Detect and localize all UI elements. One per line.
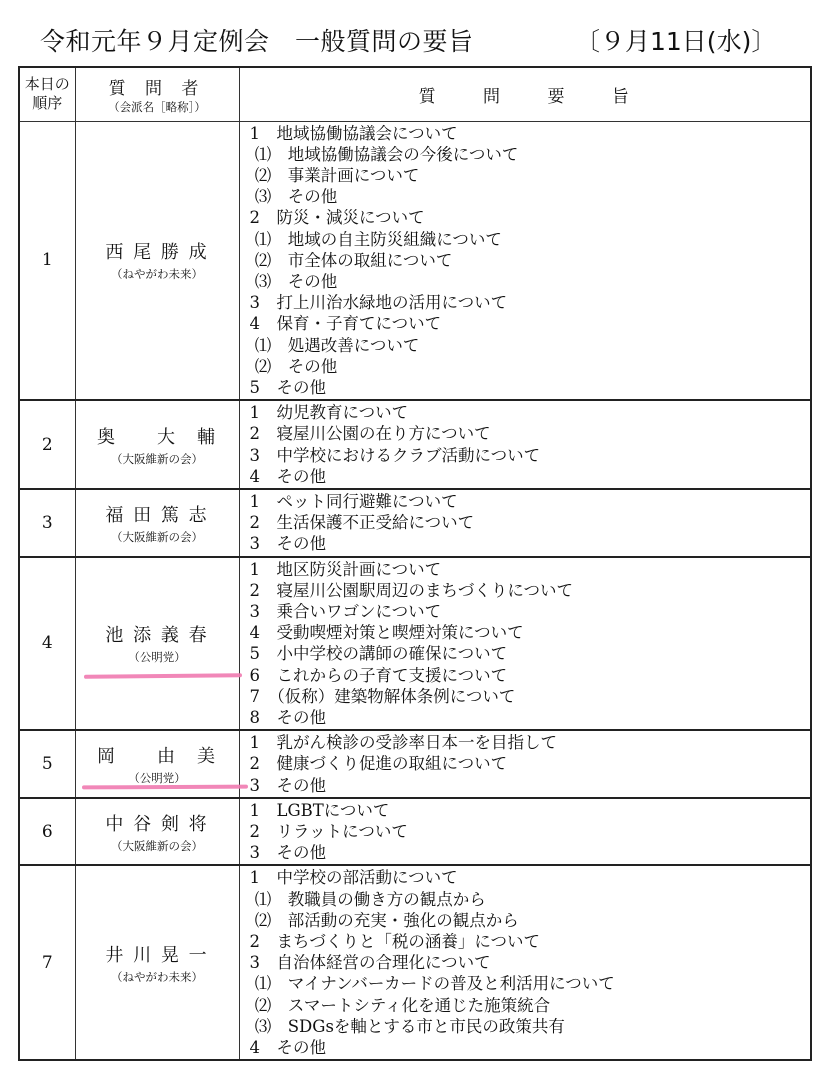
summary-item: ⑶ その他 <box>249 187 338 207</box>
summary-item: 3 その他 <box>249 775 326 795</box>
summary-item: 2 リラットについて <box>249 822 408 841</box>
summary-item: 2 寝屋川公園駅周辺のまちづくりについて <box>249 580 574 600</box>
row-questioner <box>75 865 239 1060</box>
row-summary <box>239 865 811 1060</box>
summary-item: 3 その他 <box>249 843 326 863</box>
summary-item: ⑵ スマートシティ化を通じた施策統合 <box>249 995 551 1015</box>
summary-item: 1 地区防災計画について <box>249 559 442 579</box>
row-summary <box>239 489 811 557</box>
questioner-name: 池 添 義 春 <box>105 625 209 647</box>
questioner-name: 岡 由 美 <box>97 745 217 767</box>
table-row <box>19 400 811 489</box>
row-summary <box>239 400 811 489</box>
document-date: 〔９月11日(水)〕 <box>575 27 777 56</box>
summary-item: 8 その他 <box>249 707 326 727</box>
summary-item: 5 小中学校の講師の確保について <box>249 644 508 664</box>
summary-item: 1 ペット同行避難について <box>249 491 458 511</box>
questioner-party: （大阪維新の会） <box>111 838 203 853</box>
document-title: 令和元年９月定例会 一般質問の要旨 <box>40 27 474 56</box>
summary-item: 5 その他 <box>249 377 326 397</box>
questioner-party: （大阪維新の会） <box>111 529 203 544</box>
summary-item: 4 受動喫煙対策と喫煙対策について <box>249 623 524 643</box>
row-order: 6 <box>19 798 75 866</box>
summary-item: 2 健康づくり促進の取組について <box>249 754 508 774</box>
header-party-label: （会派名［略称］） <box>108 99 206 114</box>
table-row <box>19 557 811 731</box>
summary-item: ⑴ 地域の自主防災組織について <box>249 229 502 249</box>
header-order-line2: 順序 <box>32 94 63 113</box>
summary-item: 1 乳がん検診の受診率日本一を目指して <box>249 733 557 753</box>
summary-item: ⑶ その他 <box>249 271 338 291</box>
row-questioner <box>75 400 239 489</box>
row-order: 5 <box>19 730 75 798</box>
summary-item: 3 自治体経営の合理化について <box>249 953 491 973</box>
summary-item: 4 その他 <box>249 1038 326 1058</box>
summary-item: ⑵ その他 <box>249 356 338 376</box>
table-row <box>19 798 811 866</box>
header-order <box>19 67 75 121</box>
questioner-party: （ねやがわ未来） <box>111 969 203 984</box>
questioner-name: 井 川 晃 一 <box>105 944 209 966</box>
row-questioner <box>75 121 239 400</box>
summary-item: ⑵ 事業計画について <box>249 165 420 185</box>
header-questioner-label: 質 問 者 <box>108 78 206 99</box>
summary-item: 1 中学校の部活動について <box>249 868 458 888</box>
header-summary: 質 問 要 旨 <box>239 67 811 121</box>
questioner-party: （ねやがわ未来） <box>111 267 203 282</box>
row-summary <box>239 730 811 798</box>
summary-item: 1 LGBTについて <box>249 800 390 820</box>
summary-item: ⑴ 地域協働協議会の今後について <box>249 144 519 164</box>
summary-item: ⑴ 教職員の働き方の観点から <box>249 889 486 909</box>
summary-item: 3 中学校におけるクラブ活動について <box>249 445 541 465</box>
header-questioner <box>75 67 239 121</box>
row-summary <box>239 798 811 866</box>
row-order: 7 <box>19 865 75 1060</box>
table-row <box>19 489 811 557</box>
questioner-party: （公明党） <box>128 650 186 665</box>
title-row <box>0 18 831 58</box>
row-order: 3 <box>19 489 75 557</box>
summary-item: 7 （仮称）建築物解体条例について <box>249 686 516 706</box>
questioner-name: 中 谷 剣 将 <box>105 813 209 835</box>
summary-item: 4 その他 <box>249 466 326 486</box>
summary-item: 2 生活保護不正受給について <box>249 513 475 533</box>
table-row <box>19 865 811 1060</box>
row-questioner <box>75 798 239 866</box>
questioner-name: 奥 大 輔 <box>97 426 217 448</box>
summary-item: 4 保育・子育てについて <box>249 314 442 334</box>
row-questioner <box>75 489 239 557</box>
summary-item: 2 防災・減災について <box>249 208 425 228</box>
summary-item: ⑴ 処遇改善について <box>249 335 420 355</box>
row-order: 4 <box>19 557 75 731</box>
questioner-party: （大阪維新の会） <box>111 451 203 466</box>
questioner-name: 福 田 篤 志 <box>105 504 209 526</box>
summary-item: 1 幼児教育について <box>249 403 409 423</box>
row-questioner <box>75 557 239 731</box>
summary-item: ⑴ マイナンバーカードの普及と利活用について <box>249 974 615 994</box>
summary-item: 1 地域協働協議会について <box>249 123 458 143</box>
header-order-line1: 本日の <box>24 75 70 94</box>
summary-item: 2 まちづくりと「税の涵養」について <box>249 932 541 952</box>
table-row <box>19 121 811 400</box>
questioner-party: （公明党） <box>128 770 186 785</box>
question-table <box>18 66 812 1061</box>
questioner-name: 西 尾 勝 成 <box>105 242 209 264</box>
summary-item: 6 これからの子育て支援について <box>249 665 508 685</box>
summary-item: 2 寝屋川公園の在り方について <box>249 424 491 444</box>
summary-item: ⑶ SDGsを軸とする市と市民の政策共有 <box>249 1016 565 1036</box>
summary-item: ⑵ 市全体の取組について <box>249 250 453 270</box>
row-summary <box>239 557 811 731</box>
row-order: 2 <box>19 400 75 489</box>
row-summary <box>239 121 811 400</box>
row-order: 1 <box>19 121 75 400</box>
summary-item: 3 乗合いワゴンについて <box>249 601 442 621</box>
summary-item: ⑵ 部活動の充実・強化の観点から <box>249 910 519 930</box>
summary-item: 3 その他 <box>249 534 326 554</box>
summary-item: 3 打上川治水緑地の活用について <box>249 293 508 313</box>
